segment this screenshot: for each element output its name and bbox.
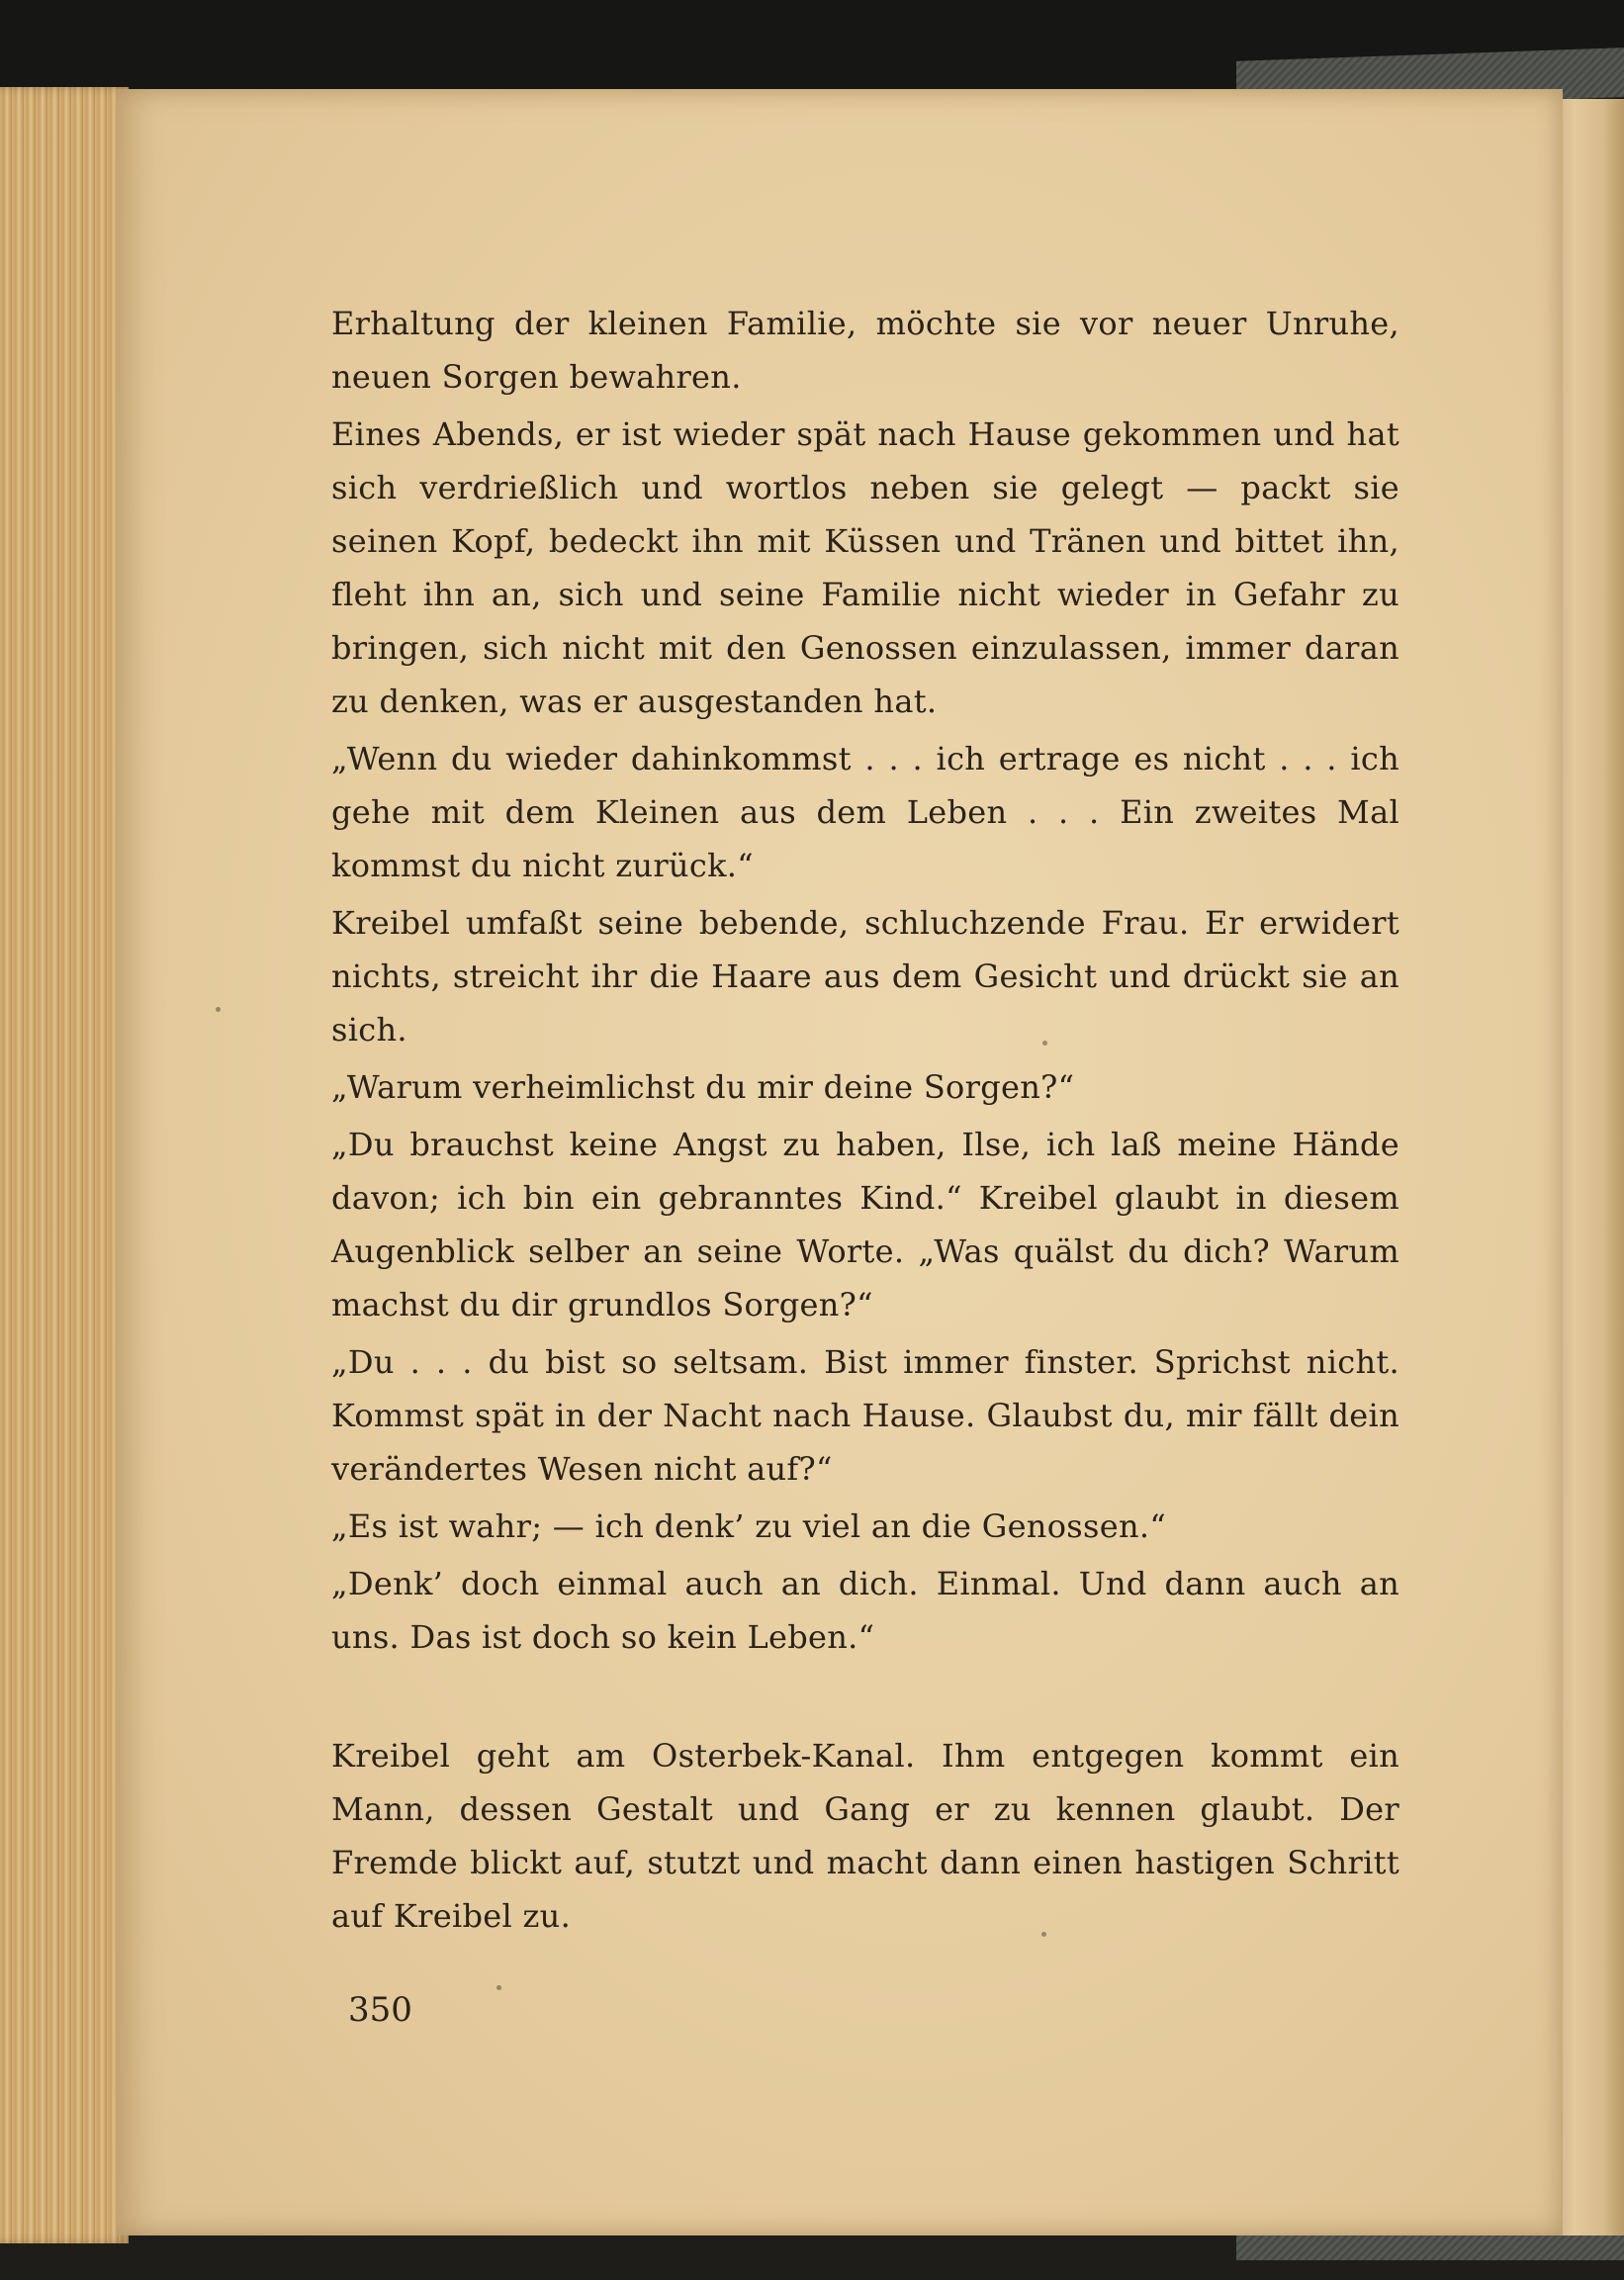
paragraph: „Du . . . du bist so seltsam. Bist immer finster. Sprichst nicht. Kommst spät in der Nacht nach Hause. Glaubst du, mir fällt dein verändertes Wesen nicht auf?“ xyxy=(331,1343,1399,1488)
paragraph: Kreibel geht am Osterbek-Kanal. Ihm entgegen kommt ein Mann, dessen Gestalt und Gang er zu kennen glaubt. Der Fremde blickt auf, stutzt und macht dann einen hastigen Schritt auf Kreibel zu. xyxy=(331,1737,1399,1935)
paragraph: Erhaltung der kleinen Familie, möchte sie vor neuer Unruhe, neuen Sorgen bewahren. xyxy=(331,305,1399,396)
section-break xyxy=(331,1668,1399,1729)
paragraph: „Es ist wahr; — ich denk’ zu viel an die Genossen.“ xyxy=(331,1507,1167,1545)
page-text xyxy=(331,297,1399,1947)
paper-speck xyxy=(216,1007,221,1012)
paper-speck xyxy=(1042,1041,1047,1046)
paragraph: „Warum verheimlichst du mir deine Sorgen?“ xyxy=(331,1068,1075,1106)
paper-speck xyxy=(496,1985,501,1990)
paragraph: Kreibel umfaßt seine bebende, schluchzende Frau. Er erwidert nichts, streicht ihr die Haare aus dem Gesicht und drückt sie an sich. xyxy=(331,904,1399,1049)
paragraph: „Denk’ doch einmal auch an dich. Einmal. Und dann auch an uns. Das ist doch so kein Leben.“ xyxy=(331,1565,1399,1656)
paragraph: Eines Abends, er ist wieder spät nach Hause gekommen und hat sich verdrießlich und wortlos neben sie gelegt — packt sie seinen Kopf, bedeckt ihn mit Küssen und Tränen und bittet ihn, fleht ihn an, sich und seine Familie nicht wieder in Gefahr zu bringen, sich nicht mit den Genossen einzulassen, immer daran zu denken, was er ausgestanden hat. xyxy=(331,415,1399,720)
paper-speck xyxy=(1041,1932,1046,1937)
page-number: 350 xyxy=(348,1990,412,2030)
book-page-edges xyxy=(0,87,129,2243)
paragraph: „Du brauchst keine Angst zu haben, Ilse, ich laß meine Hände davon; ich bin ein gebranntes Kind.“ Kreibel glaubt in diesem Augenblick selber an seine Worte. „Was quälst du dich? Warum machst du dir grundlos Sorgen?“ xyxy=(331,1126,1399,1323)
right-page-edge xyxy=(1553,99,1624,2235)
paragraph: „Wenn du wieder dahinkommst . . . ich ertrage es nicht . . . ich gehe mit dem Kleinen aus dem Leben . . . Ein zweites Mal kommst du nicht zurück.“ xyxy=(331,740,1399,884)
